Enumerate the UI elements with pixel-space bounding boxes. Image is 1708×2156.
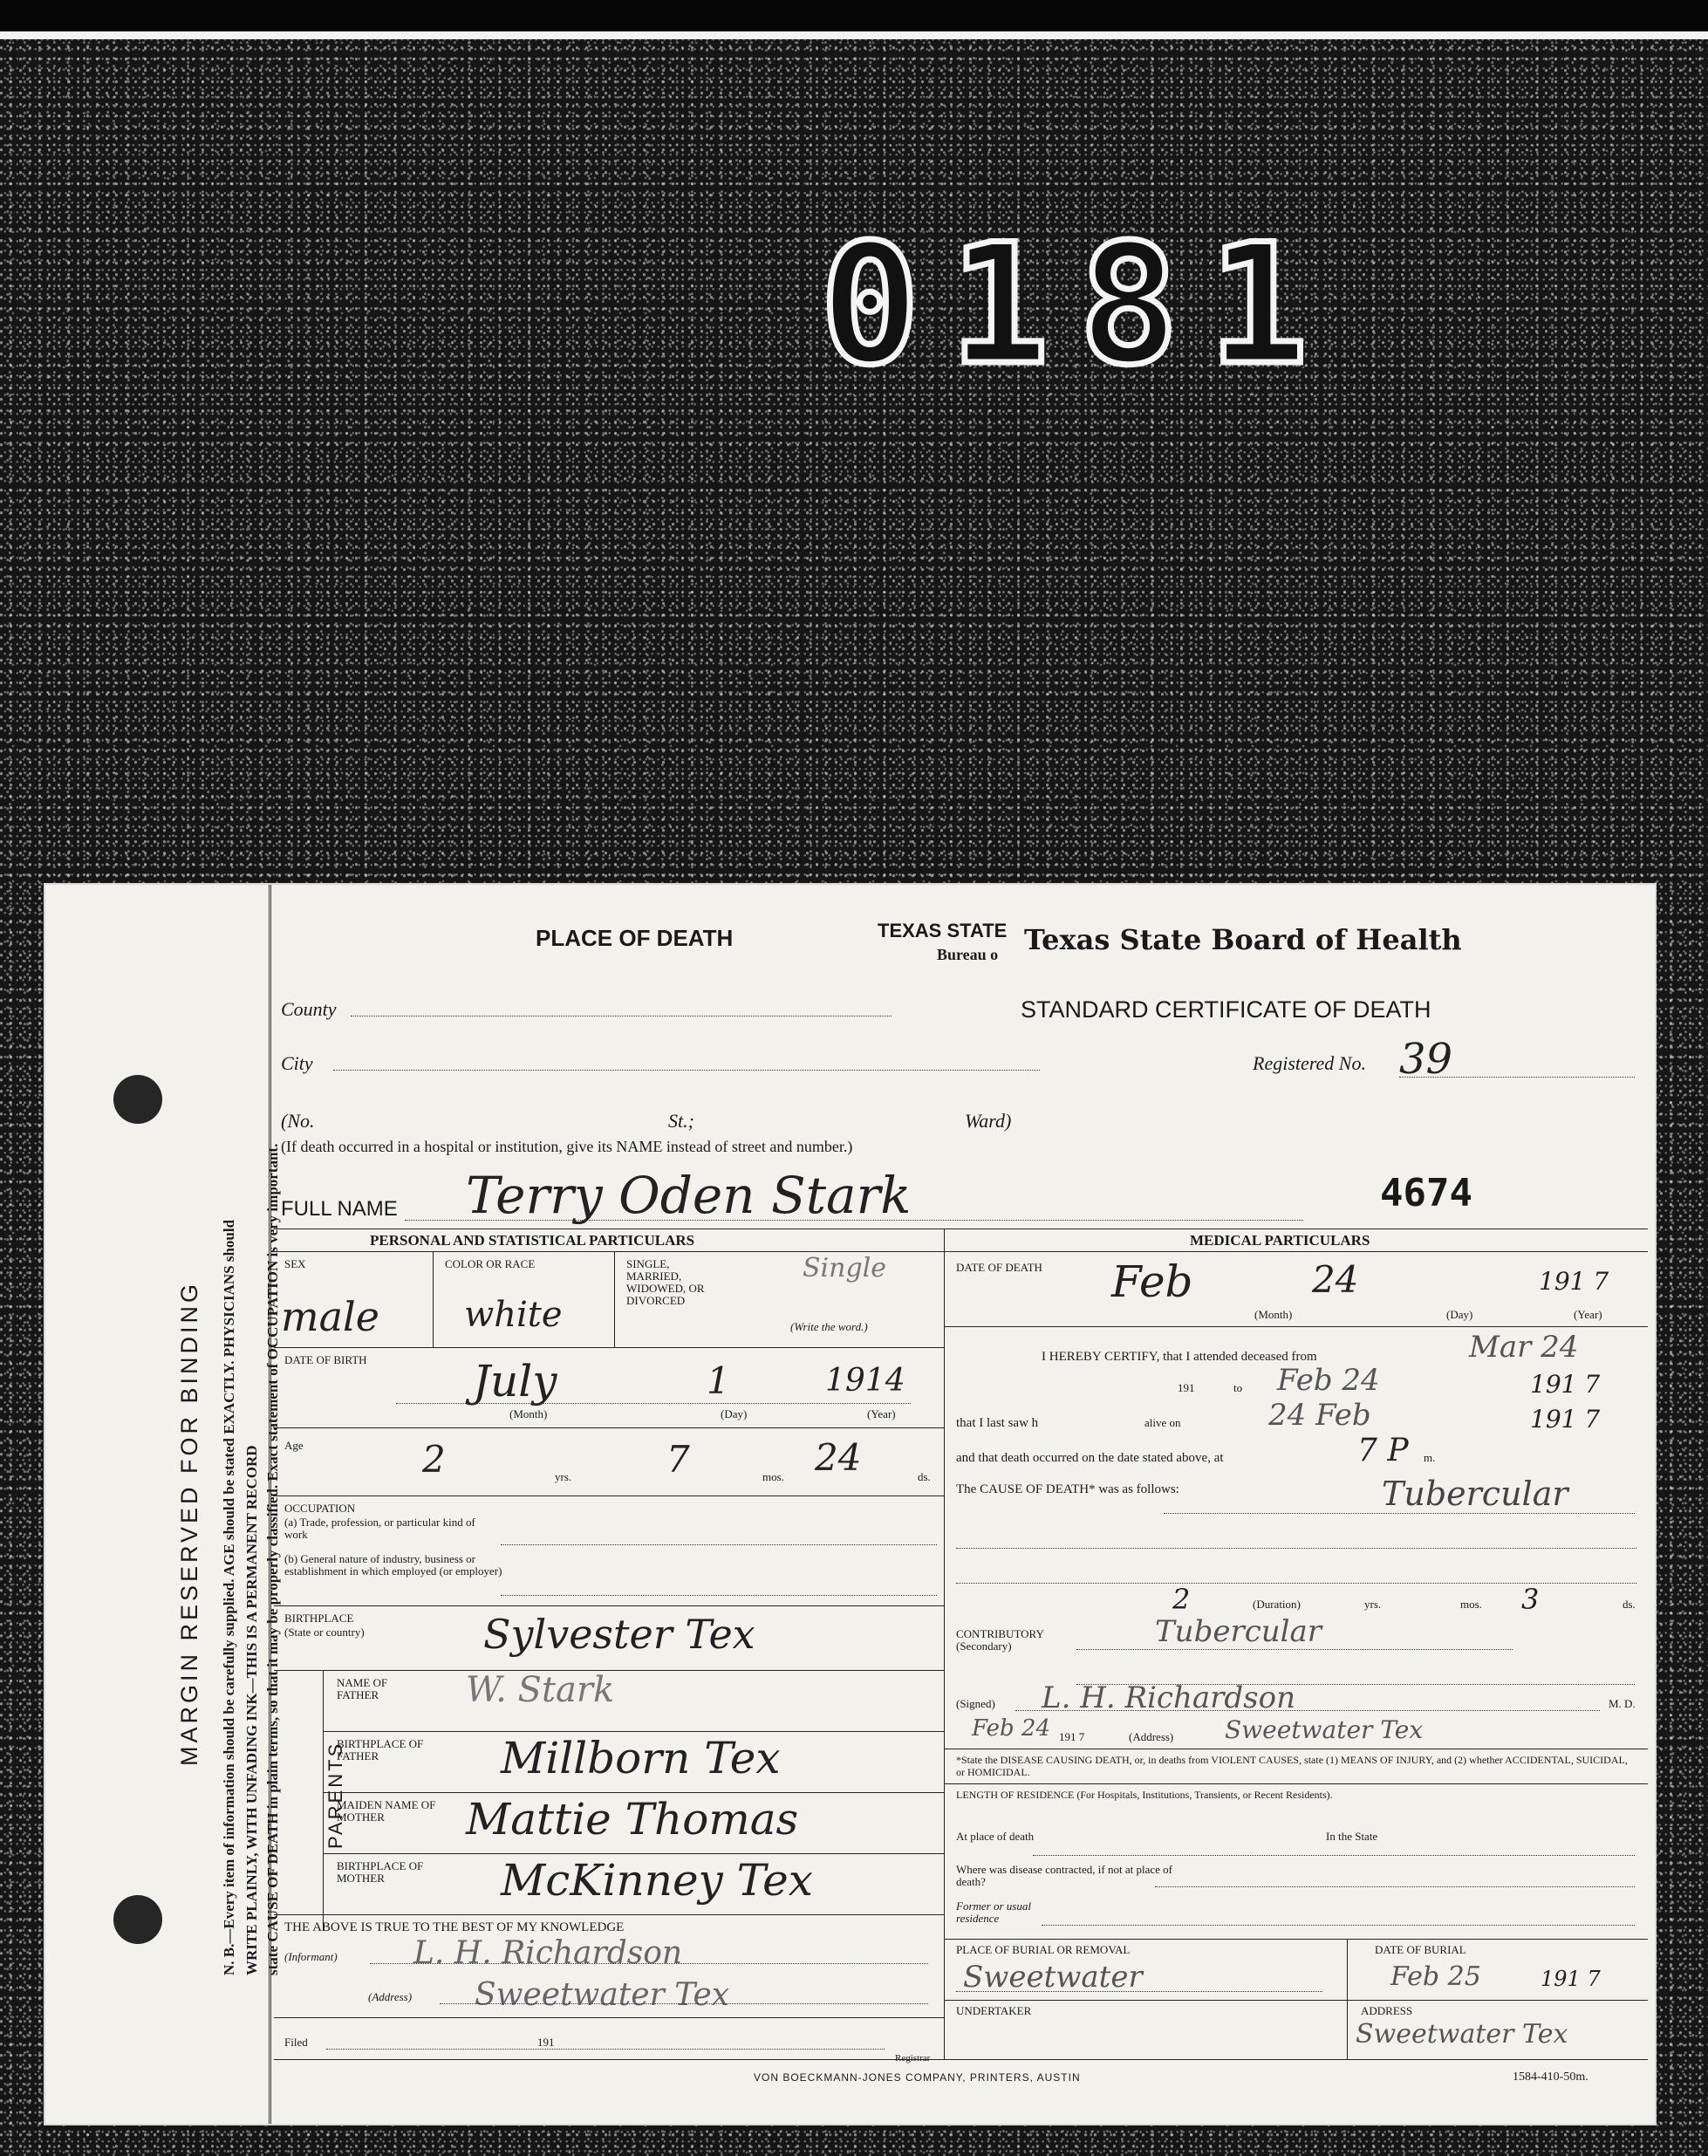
rule: [1155, 1886, 1635, 1887]
mother-name-value: Mattie Thomas: [466, 1794, 799, 1845]
occupation-a-label: (a) Trade, profession, or particular kind of work: [284, 1516, 475, 1541]
sex-label: SEX: [284, 1257, 306, 1270]
street-no-label: (No.: [281, 1110, 315, 1132]
undertaker-address-label: ADDRESS: [1361, 2004, 1413, 2017]
duration-months: 3: [1521, 1583, 1540, 1616]
duration-label: (Duration): [1253, 1598, 1301, 1611]
rule: [323, 1731, 944, 1732]
marital-label: SINGLE, MARRIED, WIDOWED, OR DIVORCED: [626, 1257, 705, 1307]
death-certificate: [44, 883, 1657, 2125]
death-year-label: (Year): [1574, 1308, 1602, 1321]
registrar-label: Registrar: [895, 2053, 931, 2064]
birthplace-value: Sylvester Tex: [483, 1611, 755, 1658]
rule: [1076, 1649, 1513, 1650]
undertaker-label: UNDERTAKER: [956, 2004, 1032, 2017]
last-saw-date: 24 Feb: [1268, 1398, 1371, 1433]
burial-place: Sweetwater: [963, 1960, 1143, 1995]
street-label: St.;: [668, 1110, 694, 1132]
board-of-health-title: Texas State Board of Health: [1024, 923, 1462, 956]
dob-month: July: [473, 1356, 557, 1407]
attended-to: Feb 24: [1277, 1363, 1380, 1398]
last-saw-label: that I last saw h: [956, 1416, 1039, 1430]
punch-hole-icon: [113, 1895, 162, 1944]
rule: [396, 1403, 911, 1404]
rule: [956, 1991, 1322, 1992]
rule: [440, 2003, 928, 2004]
rule: [944, 1783, 1648, 1784]
undertaker-address: Sweetwater Tex: [1356, 2019, 1568, 2050]
color-value: white: [464, 1295, 563, 1335]
father-name-label: NAME OF FATHER: [337, 1676, 388, 1701]
birthplace-label: BIRTHPLACE: [284, 1612, 354, 1625]
personal-heading: PERSONAL AND STATISTICAL PARTICULARS: [370, 1232, 695, 1249]
top-white-line: [0, 31, 1708, 39]
rule: [1033, 1855, 1635, 1856]
in-state-label: In the State: [1326, 1830, 1378, 1843]
death-day: 24: [1312, 1258, 1359, 1301]
color-label: COLOR OR RACE: [445, 1257, 536, 1270]
registered-line: [1399, 1077, 1635, 1078]
rule: [944, 1251, 1648, 1252]
cause-of-death: Tubercular: [1382, 1475, 1568, 1513]
instruction-note-line-2: WRITE PLAINLY, WITH UNFADING INK—THIS IS A PERMANENT RECORD: [243, 1445, 260, 1975]
cause-label: The CAUSE OF DEATH* was as follows:: [956, 1482, 1179, 1496]
certificate-number: 4674: [1380, 1171, 1472, 1215]
bureau-label: Bureau o: [937, 946, 999, 963]
rule: [501, 1595, 937, 1596]
sex-value: male: [281, 1293, 379, 1340]
death-occurred-label: and that death occurred on the date stated above, at: [956, 1451, 1224, 1465]
rule: [323, 1853, 944, 1854]
place-of-death-heading: PLACE OF DEATH: [536, 925, 734, 951]
binding-margin-label: MARGIN RESERVED FOR BINDING: [176, 1280, 202, 1766]
city-line: [333, 1070, 1040, 1071]
rule: [323, 1670, 324, 1930]
burial-date: Feb 25: [1390, 1961, 1481, 1992]
duration-yrs-label: yrs.: [1364, 1598, 1382, 1611]
physician-address: Sweetwater Tex: [1225, 1715, 1424, 1744]
at-place-label: At place of death: [956, 1830, 1035, 1843]
physician-signature: L. H. Richardson: [1042, 1680, 1295, 1715]
registered-number: 39: [1399, 1035, 1453, 1084]
instruction-note-line-3: state CAUSE OF DEATH in plain terms, so that it may be properly classified. Exact statement of OCCUPATION is very important.: [264, 1143, 281, 1975]
former-residence-label: Former or usual residence: [956, 1899, 1031, 1925]
dob-month-label: (Month): [509, 1407, 548, 1420]
hospital-note: (If death occurred in a hospital or institution, give its NAME instead of street and number.): [281, 1138, 853, 1155]
informant-value: L. H. Richardson: [413, 1935, 683, 1971]
certify-statement: I HEREBY CERTIFY, that I attended deceased from: [1042, 1350, 1317, 1364]
death-month: Feb: [1111, 1256, 1193, 1307]
rule: [956, 1548, 1636, 1549]
printer-credit: VON BOECKMANN-JONES COMPANY, PRINTERS, AUSTIN: [754, 2071, 1081, 2084]
md-label: M. D.: [1609, 1697, 1636, 1710]
rule: [326, 2049, 885, 2050]
registered-label: Registered No.: [1253, 1052, 1366, 1074]
filed-label: Filed: [284, 2036, 308, 2049]
rule: [274, 1914, 944, 1915]
certificate-title: STANDARD CERTIFICATE OF DEATH: [1021, 996, 1431, 1023]
instruction-note-line-1: N. B.—Every item of information should be carefully supplied. AGE should be stated EXACTLY. PHYSICIANS should: [221, 1219, 237, 1975]
marital-note: (Write the word.): [790, 1320, 868, 1333]
parents-label: PARENTS: [325, 1741, 346, 1849]
informant-address-value: Sweetwater Tex: [475, 1977, 730, 2013]
death-month-label: (Month): [1254, 1308, 1293, 1321]
dob-label: DATE OF BIRTH: [284, 1353, 367, 1366]
dob-day-label: (Day): [721, 1407, 748, 1420]
burial-place-label: PLACE OF BURIAL OR REMOVAL: [956, 1943, 1131, 1956]
rule: [1015, 1710, 1600, 1711]
signed-date: Feb 24: [972, 1715, 1050, 1742]
contributory-value: Tubercular: [1155, 1614, 1322, 1649]
rule: [1164, 1513, 1635, 1514]
father-birthplace-label: BIRTHPLACE OF FATHER: [337, 1737, 424, 1762]
top-dark-strip: [0, 0, 1708, 31]
filed-year-label: 191: [537, 2036, 555, 2049]
form-code: 1584-410-50m.: [1513, 2070, 1588, 2084]
father-name-value: W. Stark: [466, 1670, 615, 1710]
rule: [944, 1326, 1648, 1327]
occupation-label: OCCUPATION: [284, 1502, 356, 1515]
duration-mos-label: mos.: [1460, 1598, 1482, 1611]
dob-year: 1914: [825, 1363, 905, 1399]
duration-years: 2: [1172, 1583, 1191, 1616]
full-name-line: [405, 1220, 1303, 1221]
column-divider: [944, 1229, 945, 2059]
rule: [274, 1347, 944, 1348]
to-label: to: [1233, 1381, 1243, 1394]
rule: [274, 1605, 944, 1606]
punch-hole-icon: [113, 1075, 162, 1124]
rule: [614, 1251, 615, 1347]
birthplace-sub-label: (State or country): [284, 1626, 365, 1639]
full-name-label: FULL NAME: [281, 1197, 398, 1221]
rule: [501, 1544, 937, 1545]
death-time: 7 P: [1357, 1433, 1409, 1468]
signed-year: 191 7: [1059, 1730, 1085, 1743]
burial-divider: [1347, 1939, 1348, 2059]
rule: [274, 1427, 944, 1428]
informant-label: (Informant): [284, 1950, 338, 1963]
father-birthplace-value: Millborn Tex: [501, 1733, 781, 1783]
rule: [433, 1251, 434, 1347]
contracted-label: Where was disease contracted, if not at place of death?: [956, 1863, 1172, 1888]
attended-from-year: 191: [1178, 1381, 1195, 1394]
age-yrs-label: yrs.: [555, 1470, 572, 1483]
mother-name-label: MAIDEN NAME OF MOTHER: [337, 1798, 436, 1824]
mother-birthplace-label: BIRTHPLACE OF MOTHER: [337, 1859, 424, 1885]
duration-ds-label: ds.: [1623, 1598, 1636, 1611]
county-label: County: [281, 998, 337, 1020]
last-saw-year: 191 7: [1530, 1405, 1601, 1434]
texas-state-label: TEXAS STATE: [878, 920, 1008, 941]
informant-address-label: (Address): [368, 1990, 413, 2003]
attended-to-year: 191 7: [1530, 1370, 1601, 1399]
contributory-label: CONTRIBUTORY (Secondary): [956, 1627, 1044, 1653]
rule: [1042, 1925, 1635, 1926]
age-ds-label: ds.: [918, 1470, 931, 1483]
rule: [274, 2059, 1648, 2060]
film-reel-number: 0181: [820, 209, 1338, 401]
burial-date-label: DATE OF BURIAL: [1375, 1943, 1466, 1956]
rule: [323, 1792, 944, 1793]
date-of-death-label: DATE OF DEATH: [956, 1261, 1042, 1274]
physician-address-label: (Address): [1129, 1730, 1174, 1743]
ward-label: Ward): [965, 1110, 1012, 1132]
true-statement: THE ABOVE IS TRUE TO THE BEST OF MY KNOWLEDGE: [284, 1920, 625, 1934]
city-label: City: [281, 1052, 313, 1074]
mother-birthplace-value: McKinney Tex: [501, 1855, 813, 1906]
age-months: 7: [666, 1438, 690, 1481]
age-mos-label: mos.: [762, 1470, 784, 1483]
binding-margin: [45, 885, 281, 2124]
rule: [274, 1251, 944, 1252]
disease-note: *State the DISEASE CAUSING DEATH, or, in deaths from VIOLENT CAUSES, state (1) MEANS OF INJURY, and (2) whether ACCIDENTAL, SUICIDAL, or HOMICIDAL.: [956, 1754, 1628, 1778]
certificate-form: [274, 885, 1655, 2124]
m-label: m.: [1424, 1451, 1436, 1464]
alive-on-label: alive on: [1144, 1416, 1181, 1429]
full-name-value: Terry Oden Stark: [466, 1166, 912, 1225]
death-year: 191 7: [1539, 1267, 1609, 1296]
residence-label: LENGTH OF RESIDENCE (For Hospitals, Institutions, Transients, or Recent Residents).: [956, 1789, 1333, 1801]
burial-year: 191 7: [1541, 1967, 1601, 1991]
occupation-b-label: (b) General nature of industry, business or establishment in which employed (or employer): [284, 1552, 502, 1578]
dob-day: 1: [707, 1359, 730, 1402]
rule: [944, 1939, 1648, 1940]
medical-heading: MEDICAL PARTICULARS: [1190, 1232, 1370, 1249]
dob-year-label: (Year): [867, 1407, 896, 1420]
rule: [274, 2017, 944, 2018]
signed-label: (Signed): [956, 1697, 995, 1710]
age-days: 24: [815, 1436, 862, 1479]
rule: [944, 2000, 1648, 2001]
marital-value: Single: [803, 1253, 887, 1283]
age-years: 2: [422, 1438, 446, 1481]
attended-from: Mar 24: [1469, 1330, 1579, 1365]
death-day-label: (Day): [1446, 1308, 1473, 1321]
age-label: Age: [284, 1439, 304, 1452]
rule: [370, 1963, 928, 1964]
